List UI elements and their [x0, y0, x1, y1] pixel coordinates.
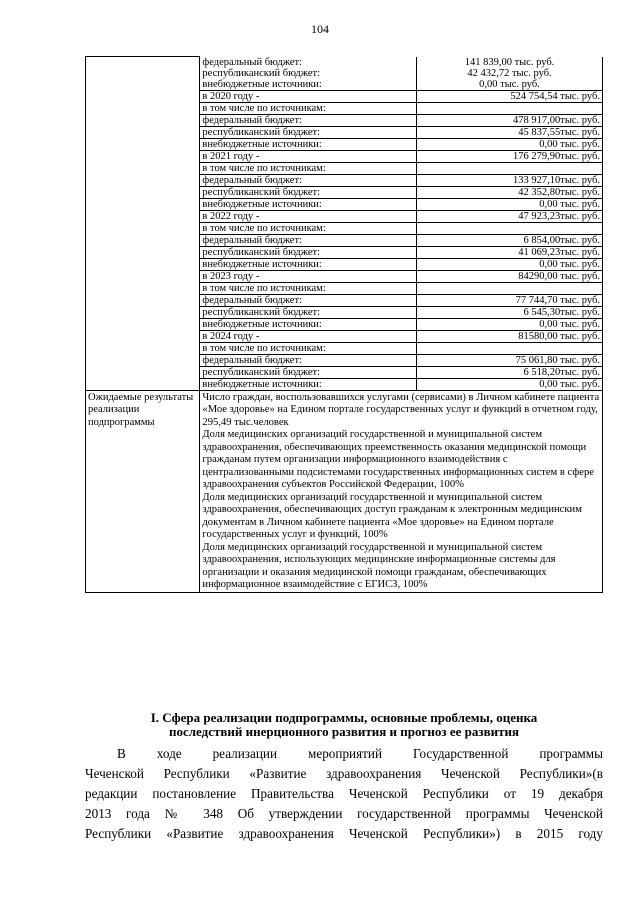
- finance-row-label: республиканский бюджет:: [200, 306, 417, 318]
- finance-row-label: в том числе по источникам:: [200, 282, 417, 294]
- finance-row-label: внебюджетные источники:: [200, 258, 417, 270]
- finance-row-label: внебюджетные источники:: [200, 378, 417, 390]
- finance-row-label: внебюджетные источники:: [200, 79, 417, 91]
- finance-row-value: 176 279,90тыс. руб.: [417, 150, 603, 162]
- finance-row-value: 6 518,20тыс. руб.: [417, 366, 603, 378]
- finance-row: [86, 57, 603, 68]
- finance-row-value: [417, 282, 603, 294]
- finance-row-value: 42 352,80тыс. руб.: [417, 186, 603, 198]
- finance-row-value: 6 545,30тыс. руб.: [417, 306, 603, 318]
- finance-row-label: республиканский бюджет:: [200, 186, 417, 198]
- result-item: Доля медицинских организаций государственной и муниципальной систем здравоохранения, обеспечивающих преемственность оказания медицинской помощи гражданам путем организации информационного взаимодействия с централизованными подсистемами государственных информационных систем в сфере здравоохранения субъектов Российской Федерации, 100%: [202, 429, 594, 490]
- body-paragraph: [85, 744, 603, 844]
- section-heading-line: последствий инерционного развития и прогноз ее развития: [168, 724, 520, 739]
- body-line: 2013 года № 348 Об утверждении государственной программы Чеченской: [85, 806, 603, 821]
- finance-row-value: 478 917,00тыс. руб.: [417, 114, 603, 126]
- finance-row-value: 41 069,23тыс. руб.: [417, 246, 603, 258]
- finance-row-value: 47 923,23тыс. руб.: [417, 210, 603, 222]
- finance-row-value: 0,00 тыс. руб.: [417, 258, 603, 270]
- finance-row-label: в 2024 году -: [200, 330, 417, 342]
- finance-row-value: [417, 102, 603, 114]
- financing-table-body: [86, 57, 603, 391]
- finance-row-label: внебюджетные источники:: [200, 318, 417, 330]
- finance-row-value: 0,00 тыс. руб.: [417, 138, 603, 150]
- finance-row-label: в 2020 году -: [200, 90, 417, 102]
- finance-row-label: республиканский бюджет:: [200, 366, 417, 378]
- finance-row-label: в 2023 году -: [200, 270, 417, 282]
- body-line: Республики «Развитие здравоохранения Чеченской Республики») в 2015 году: [85, 826, 603, 841]
- finance-row-value: 133 927,10тыс. руб.: [417, 174, 603, 186]
- finance-row-value: [417, 162, 603, 174]
- page-number: 104: [311, 22, 329, 36]
- finance-row-label: в том числе по источникам:: [200, 222, 417, 234]
- finance-row-value: 0,00 тыс. руб.: [417, 79, 603, 91]
- finance-row-value: [417, 222, 603, 234]
- finance-row-value: 6 854,00тыс. руб.: [417, 234, 603, 246]
- finance-row-label: федеральный бюджет:: [200, 174, 417, 186]
- finance-row-value: 45 837,55тыс. руб.: [417, 126, 603, 138]
- finance-row-label: в 2021 году -: [200, 150, 417, 162]
- finance-row-value: 0,00 тыс. руб.: [417, 378, 603, 390]
- finance-row-label: федеральный бюджет:: [200, 294, 417, 306]
- finance-row-label: федеральный бюджет:: [200, 234, 417, 246]
- finance-row-value: 0,00 тыс. руб.: [417, 198, 603, 210]
- finance-row-label: республиканский бюджет:: [200, 246, 417, 258]
- finance-row-value: 0,00 тыс. руб.: [417, 318, 603, 330]
- section-heading-line: I. Сфера реализации подпрограммы, основные проблемы, оценка: [150, 710, 538, 725]
- finance-row-label: внебюджетные источники:: [200, 198, 417, 210]
- finance-row-label: в 2022 году -: [200, 210, 417, 222]
- finance-row-value: 42 432,72 тыс. руб.: [417, 68, 603, 79]
- result-item: Доля медицинских организаций государственной и муниципальной систем здравоохранения, обеспечивающих доступ гражданам к электронным медицинским документам в Личном кабинете пациента «Мое здоровье» на Едином портале государственных услуг и функций, 100%: [202, 491, 582, 540]
- body-line: В ходе реализации мероприятий Государственной программы: [117, 746, 603, 761]
- finance-row-value: 75 061,80 тыс. руб.: [417, 354, 603, 366]
- body-line: редакции постановление Правительства Чеченской Республики от 19 декабря: [85, 786, 603, 801]
- financing-table: [85, 56, 603, 593]
- finance-row-label: федеральный бюджет:: [200, 354, 417, 366]
- body-line: Чеченской Республики «Развитие здравоохранения Чеченской Республики»(в: [85, 766, 603, 781]
- results-content: [200, 390, 603, 592]
- finance-row-label: республиканский бюджет:: [200, 68, 417, 79]
- finance-row-value: 141 839,00 тыс. руб.: [417, 57, 603, 68]
- finance-row-label: в том числе по источникам:: [200, 342, 417, 354]
- finance-row-label: внебюджетные источники:: [200, 138, 417, 150]
- finance-row-value: 84290,00 тыс. руб.: [417, 270, 603, 282]
- finance-row-value: 81580,00 тыс. руб.: [417, 330, 603, 342]
- result-item: Число граждан, воспользовавшихся услугами (сервисами) в Личном кабинете пациента «Мое здоровье» на Едином портале государственных услуг и функций в отчетном году, 295,49 тыс.человек: [202, 391, 600, 428]
- finance-row-label: федеральный бюджет:: [200, 114, 417, 126]
- finance-row-label: федеральный бюджет:: [200, 57, 417, 68]
- finance-row-value: [417, 342, 603, 354]
- financing-label-cell: [86, 57, 200, 391]
- section-heading: [85, 711, 603, 739]
- results-label: Ожидаемые результаты реализации подпрограммы: [86, 390, 200, 592]
- finance-row-value: 77 744,70 тыс. руб.: [417, 294, 603, 306]
- finance-row-value: 524 754,54 тыс. руб.: [417, 90, 603, 102]
- finance-row-label: в том числе по источникам:: [200, 162, 417, 174]
- finance-row-label: в том числе по источникам:: [200, 102, 417, 114]
- finance-row-label: республиканский бюджет:: [200, 126, 417, 138]
- results-row: [86, 390, 603, 592]
- result-item: Доля медицинских организаций государственной и муниципальной систем здравоохранения, использующих медицинские информационные системы для организации и оказания медицинской помощи гражданам, обеспечивающих информационное взаимодействие с ЕГИСЗ, 100%: [202, 541, 556, 590]
